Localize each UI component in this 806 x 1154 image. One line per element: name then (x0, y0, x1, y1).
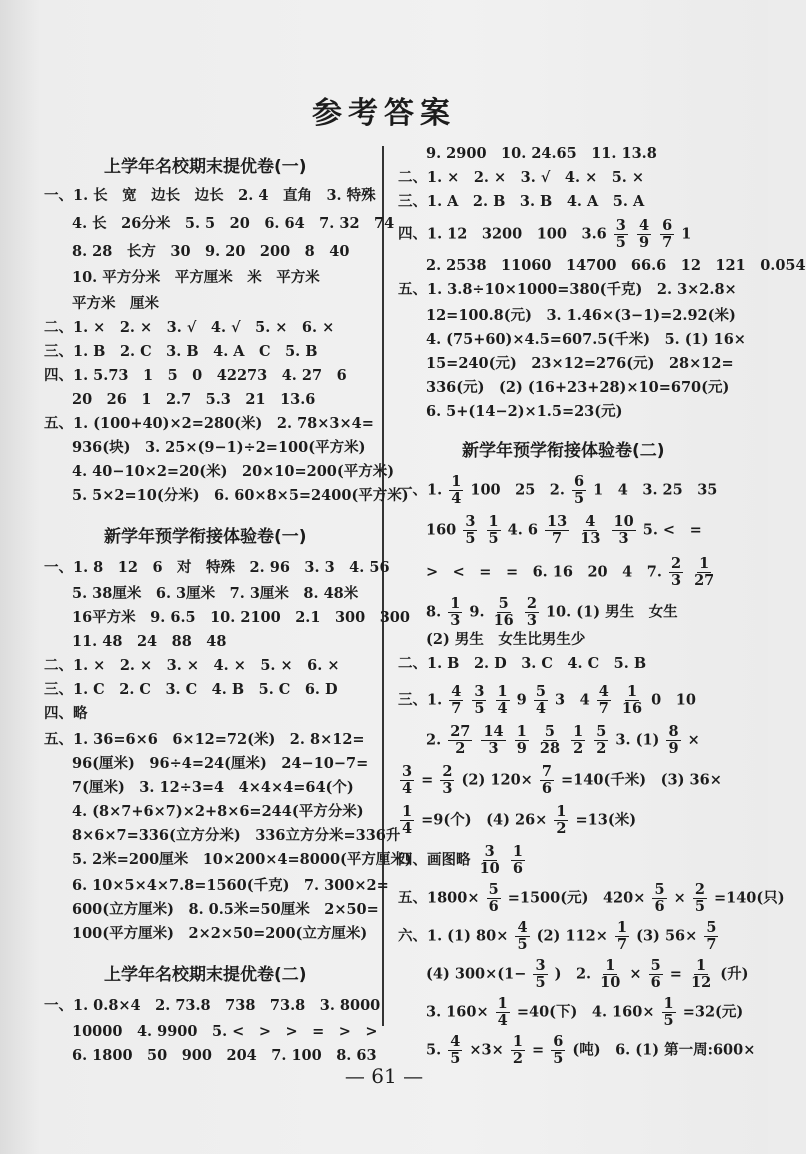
answer-line: $\frac{3}{4}$ = $\frac{2}{3}$ (2) 120× $\frac{7}{6}$ =140(千米) (3) 36× (402, 763, 722, 797)
answer-line: 5. 38厘米 6. 3厘米 7. 3厘米 8. 48米 (72, 585, 359, 602)
answer-line: > < = = 6. 16 20 4 7. $\frac{2}{3}$ $\frac{1}{27}$ (426, 555, 715, 589)
fraction: $\frac{1}{2}$ (512, 1033, 523, 1067)
section-heading: 上学年名校期末提优卷(二) (104, 965, 307, 985)
answer-line: (4) 300×(1− $\frac{3}{5}$ ) 2. $\frac{1}{10}$ × $\frac{5}{6}$ = $\frac{1}{12}$ (升) (426, 957, 749, 991)
answer-line: 五、1. 36=6×6 6×12=72(米) 2. 8×12= (44, 731, 365, 748)
fraction: $\frac{3}{5}$ (535, 957, 546, 991)
answer-line: 4. 40−10×2=20(米) 20×10=200(平方米) (72, 463, 395, 480)
answer-line: 二、1. × 2. × 3. √ 4. × 5. × (398, 169, 645, 186)
fraction: $\frac{1}{4}$ (402, 803, 413, 837)
answer-line: 六、1. (1) 80× $\frac{4}{5}$ (2) 112× $\frac{1}{7}$ (3) 56× $\frac{5}{7}$ (398, 919, 717, 953)
answer-line: 10000 4. 9900 5. < > > = > > (72, 1023, 378, 1040)
answer-line: 4. (8×7+6×7)×2+8×6=244(平方分米) (72, 803, 364, 820)
answer-line: 11. 48 24 88 48 (72, 633, 227, 650)
page-title: 参考答案 (312, 96, 456, 131)
answer-line: 三、1. B 2. C 3. B 4. A C 5. B (44, 343, 318, 360)
answer-line: $\frac{1}{4}$ =9(个) (4) 26× $\frac{1}{2}$ =13(米) (402, 803, 637, 837)
fraction: $\frac{5}{6}$ (654, 881, 665, 915)
answer-line: 12=100.8(元) 3. 1.46×(3−1)=2.92(米) (426, 307, 736, 324)
answer-line: 三、1. $\frac{4}{7}$ $\frac{3}{5}$ $\frac{1}{4}$ 9 $\frac{5}{4}$ 3 4 $\frac{4}{7}$ $\frac{1}{16}$ 0 10 (398, 683, 696, 717)
section-heading: 新学年预学衔接体验卷(二) (462, 441, 665, 461)
answer-line: 4. (75+60)×4.5=607.5(千米) 5. (1) 16× (426, 331, 746, 348)
answer-line: 四、略 (44, 705, 88, 722)
answer-line: 7(厘米) 3. 12÷3=4 4×4×4=64(个) (72, 779, 354, 796)
fraction: $\frac{2}{3}$ (442, 763, 453, 797)
answer-line: 一、1. 8 12 6 对 特殊 2. 96 3. 3 4. 56 (44, 559, 390, 576)
fraction: $\frac{6}{5}$ (553, 1033, 564, 1067)
answer-line: 2. 2538 11060 14700 66.6 12 121 0.054 (426, 257, 806, 274)
answer-line: 160 $\frac{3}{5}$ $\frac{1}{5}$ 4. 6 $\frac{13}{7}$ $\frac{4}{13}$ $\frac{10}{3}$ 5. < = (426, 513, 702, 547)
answer-line: 三、1. C 2. C 3. C 4. B 5. C 6. D (44, 681, 338, 698)
answer-line: 5. 5×2=10(分米) 6. 60×8×5=2400(平方米) (72, 487, 409, 504)
answer-line: 三、1. A 2. B 3. B 4. A 5. A (398, 193, 645, 210)
answer-line: 一、1. 长 宽 边长 边长 2. 4 直角 3. 特殊 (44, 187, 376, 204)
fraction: $\frac{5}{7}$ (706, 919, 717, 953)
answer-line: 一、1. 0.8×4 2. 73.8 738 73.8 3. 8000 (44, 997, 381, 1014)
answer-line: 3. 160× $\frac{1}{4}$ =40(下) 4. 160× $\frac{1}{5}$ =32(元) (426, 995, 744, 1029)
answer-line: 336(元) (2) (16+23+28)×10=670(元) (426, 379, 730, 396)
fraction: $\frac{3}{5}$ (474, 683, 485, 717)
answer-line: 20 26 1 2.7 5.3 21 13.6 (72, 391, 316, 408)
answer-line: 96(厘米) 96÷4=24(厘米) 24−10−7= (72, 755, 369, 772)
fraction: $\frac{1}{27}$ (694, 555, 715, 589)
fraction: $\frac{4}{9}$ (638, 217, 650, 251)
fraction: $\frac{10}{3}$ (613, 513, 634, 547)
answer-line: 16平方米 9. 6.5 10. 2100 2.1 300 300 (72, 609, 410, 626)
answer-line: (2) 男生 女生比男生少 (426, 631, 586, 648)
fraction: $\frac{4}{7}$ (598, 683, 609, 717)
fraction: $\frac{1}{6}$ (512, 843, 523, 877)
answer-line: 10. 平方分米 平方厘米 米 平方米 (72, 269, 320, 286)
fraction: $\frac{5}{28}$ (539, 723, 561, 757)
answer-line: 二、1. × 2. × 3. × 4. × 5. × 6. × (44, 657, 340, 674)
answer-line: 100(平方厘米) 2×2×50=200(立方厘米) (72, 925, 368, 942)
fraction: $\frac{4}{7}$ (451, 683, 462, 717)
answer-line: 2. $\frac{27}{2}$ $\frac{14}{3}$ $\frac{1}{9}$ $\frac{5}{28}$ $\frac{1}{2}$ $\frac{5}{2}$ 3. (1) $\frac{8}{9}$ × (426, 723, 700, 757)
fraction: $\frac{1}{10}$ (600, 957, 621, 991)
fraction: $\frac{27}{2}$ (450, 723, 471, 757)
fraction: $\frac{8}{9}$ (668, 723, 679, 757)
fraction: $\frac{5}{6}$ (650, 957, 661, 991)
fraction: $\frac{1}{4}$ (451, 473, 462, 507)
fraction: $\frac{1}{4}$ (497, 683, 508, 717)
fraction: $\frac{5}{4}$ (535, 683, 546, 717)
answer-line: 600(立方厘米) 8. 0.5米=50厘米 2×50= (72, 901, 379, 918)
answer-line: 5. $\frac{4}{5}$ ×3× $\frac{1}{2}$ = $\frac{6}{5}$ (吨) 6. (1) 第一周:600× (426, 1033, 756, 1067)
fraction: $\frac{1}{4}$ (497, 995, 508, 1029)
answer-line: 6. 10×5×4×7.8=1560(千克) 7. 300×2= (72, 877, 389, 894)
answer-line: 五、1. 3.8÷10×1000=380(千克) 2. 3×2.8× (398, 281, 737, 298)
fraction: $\frac{14}{3}$ (483, 723, 504, 757)
fraction: $\frac{3}{10}$ (479, 843, 500, 877)
answer-line: 五、1. (100+40)×2=280(米) 2. 78×3×4= (44, 415, 374, 432)
fraction: $\frac{13}{7}$ (547, 513, 568, 547)
answer-line: 6. 5+(14−2)×1.5=23(元) (426, 403, 623, 420)
answer-line: 8. 28 长方 30 9. 20 200 8 40 (72, 243, 350, 260)
answer-line: 15=240(元) 23×12=276(元) 28×12= (426, 355, 734, 372)
answer-line: 5. 2米=200厘米 10×200×4=8000(平方厘米) (72, 851, 412, 868)
answer-line: 8×6×7=336(立方分米) 336立方分米=336升 (72, 827, 401, 844)
fraction: $\frac{2}{3}$ (670, 555, 682, 589)
fraction: $\frac{1}{5}$ (663, 995, 674, 1029)
fraction: $\frac{3}{5}$ (615, 217, 626, 251)
fraction: $\frac{5}{6}$ (488, 881, 499, 915)
fraction: $\frac{1}{5}$ (488, 513, 499, 547)
answer-line: 936(块) 3. 25×(9−1)÷2=100(平方米) (72, 439, 366, 456)
fraction: $\frac{7}{6}$ (541, 763, 552, 797)
answer-line: 四、画图略 $\frac{3}{10}$ $\frac{1}{6}$ (398, 843, 523, 877)
answer-line: 二、1. B 2. D 3. C 4. C 5. B (398, 655, 647, 672)
section-heading: 新学年预学衔接体验卷(一) (104, 527, 307, 547)
fraction: $\frac{4}{13}$ (580, 513, 601, 547)
fraction: $\frac{6}{7}$ (662, 217, 673, 251)
fraction: $\frac{1}{2}$ (556, 803, 567, 837)
fraction: $\frac{1}{9}$ (516, 723, 527, 757)
answer-line: 五、1800× $\frac{5}{6}$ =1500(元) 420× $\frac{5}{6}$ × $\frac{2}{5}$ =140(只) (398, 881, 785, 915)
fraction: $\frac{3}{4}$ (402, 763, 413, 797)
fraction: $\frac{5}{2}$ (596, 723, 607, 757)
fraction: $\frac{4}{5}$ (450, 1033, 461, 1067)
answer-line: 8. $\frac{1}{3}$ 9. $\frac{5}{16}$ $\frac{2}{3}$ 10. (1) 男生 女生 (426, 595, 678, 629)
answer-line: 四、1. 12 3200 100 3.6 $\frac{3}{5}$ $\frac{4}{9}$ $\frac{6}{7}$ 1 (398, 217, 692, 251)
answer-line: 一、1. $\frac{1}{4}$ 100 25 2. $\frac{6}{5}$ 1 4 3. 25 35 (398, 473, 718, 507)
fraction: $\frac{2}{3}$ (526, 595, 537, 629)
fraction: $\frac{2}{5}$ (694, 881, 705, 915)
section-heading: 上学年名校期末提优卷(一) (104, 157, 307, 177)
answer-line: 9. 2900 10. 24.65 11. 13.8 (426, 145, 657, 162)
answer-line: 4. 长 26分米 5. 5 20 6. 64 7. 32 74 (72, 215, 395, 232)
fraction: $\frac{3}{5}$ (465, 513, 476, 547)
fraction: $\frac{1}{3}$ (450, 595, 461, 629)
fraction: $\frac{1}{7}$ (616, 919, 628, 953)
answer-line: 6. 1800 50 900 204 7. 100 8. 63 (72, 1047, 377, 1064)
fraction: $\frac{1}{16}$ (621, 683, 643, 717)
fraction: $\frac{4}{5}$ (517, 919, 528, 953)
fraction: $\frac{1}{2}$ (573, 723, 584, 757)
answer-line: 平方米 厘米 (72, 295, 159, 312)
fraction: $\frac{6}{5}$ (574, 473, 585, 507)
answer-line: 四、1. 5.73 1 5 0 42273 4. 27 6 (44, 367, 347, 384)
answer-line: 二、1. × 2. × 3. √ 4. √ 5. × 6. × (44, 319, 335, 336)
fraction: $\frac{1}{12}$ (691, 957, 712, 991)
page-number: — 61 — (344, 1064, 424, 1088)
fraction: $\frac{5}{16}$ (493, 595, 514, 629)
